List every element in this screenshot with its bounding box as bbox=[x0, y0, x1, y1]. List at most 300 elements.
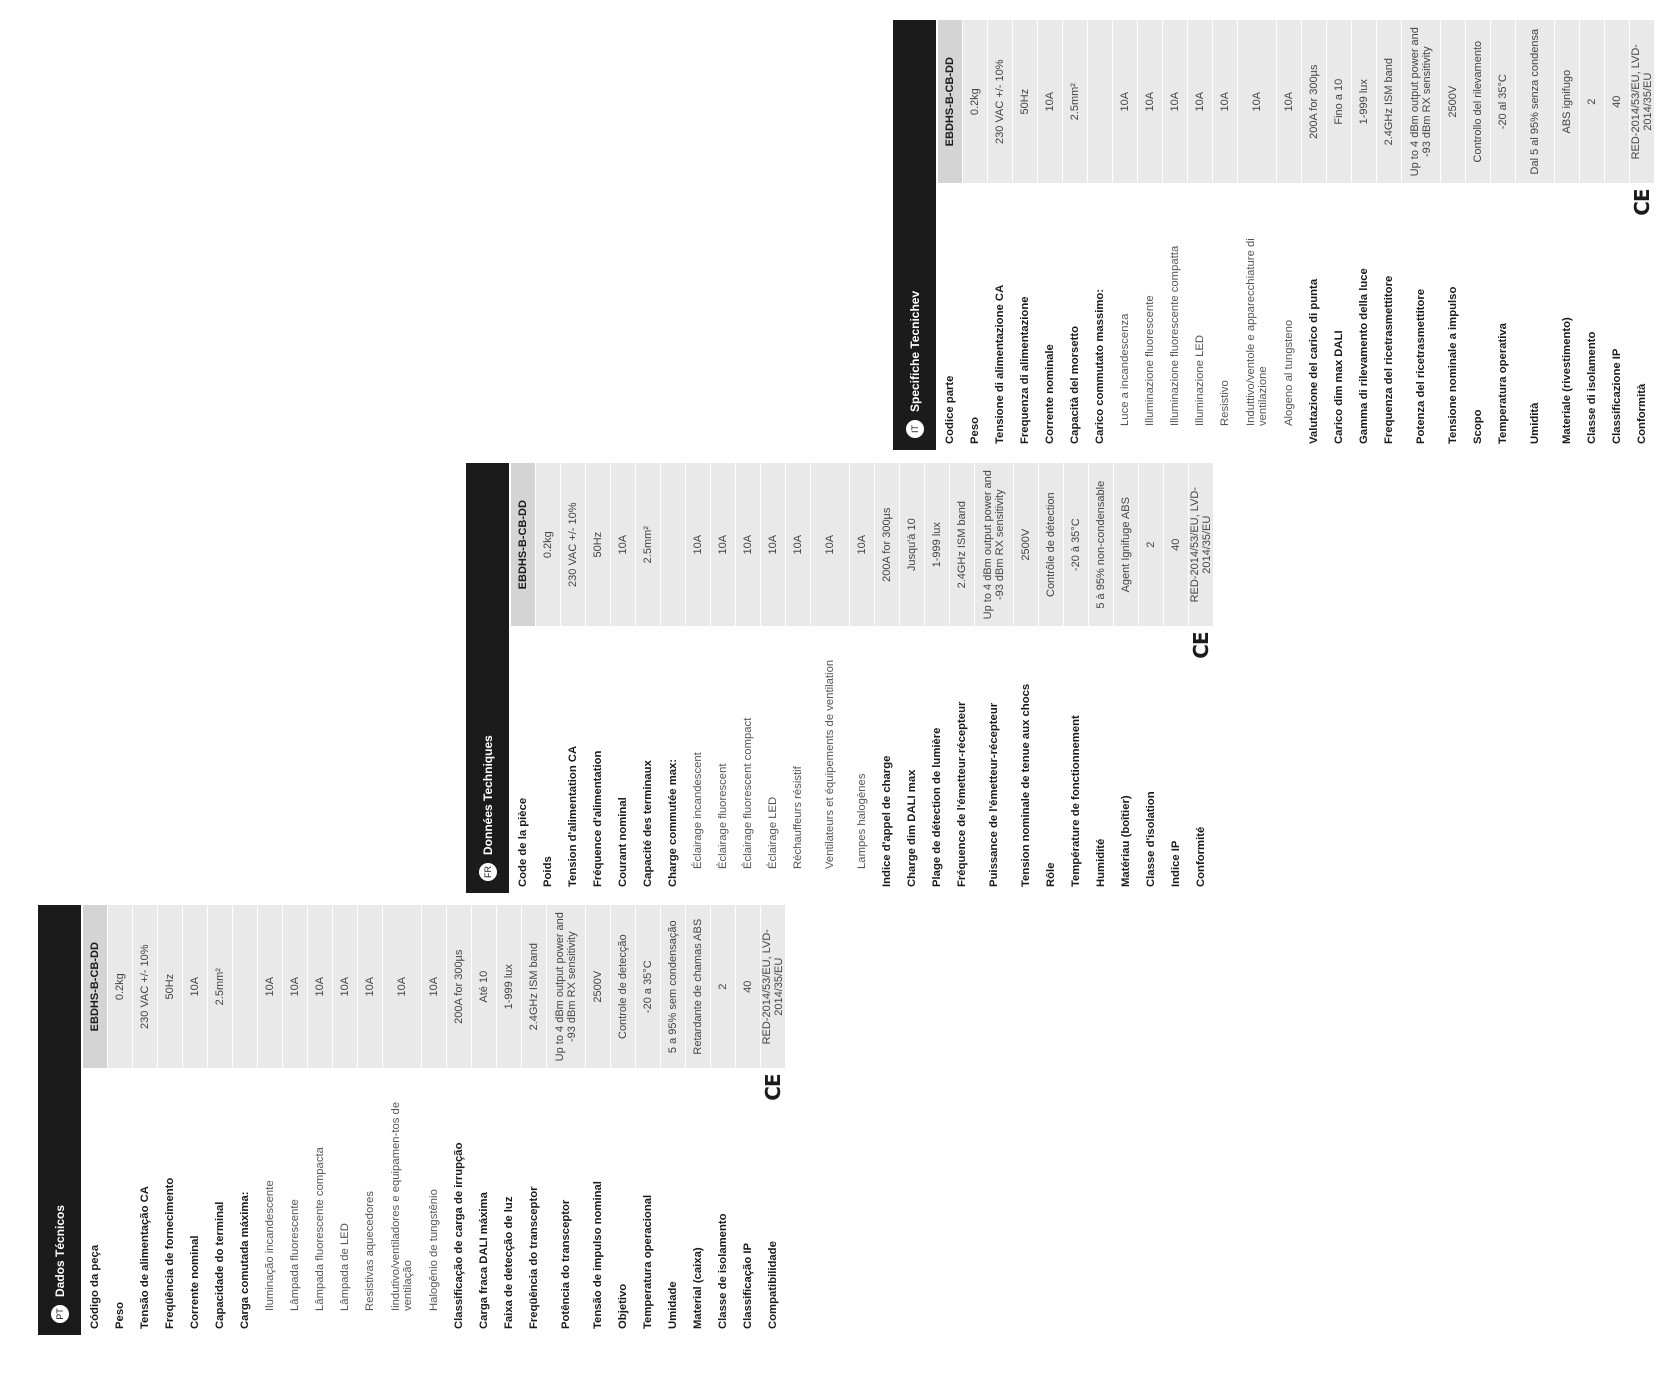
spec-value: 10A bbox=[736, 463, 761, 626]
spec-label-text: Frequenza di alimentazione bbox=[1019, 296, 1031, 444]
spec-row bbox=[1555, 20, 1580, 450]
spec-label bbox=[158, 1068, 183, 1335]
spec-value: 5 a 95% sem condensação bbox=[661, 905, 686, 1068]
spec-value: 10A bbox=[308, 905, 333, 1068]
spec-value: 2.5mm² bbox=[636, 463, 661, 626]
spec-row bbox=[736, 463, 761, 893]
spec-row bbox=[963, 20, 988, 450]
spec-row bbox=[925, 463, 950, 893]
spec-row bbox=[333, 905, 358, 1335]
spec-label bbox=[1189, 626, 1214, 893]
spec-label bbox=[586, 1068, 611, 1335]
spec-label bbox=[1580, 183, 1605, 450]
spec-value: RED-2014/53/EU, LVD-2014/35/EU bbox=[1630, 20, 1655, 183]
spec-value: Fino a 10 bbox=[1327, 20, 1352, 183]
spec-label bbox=[661, 1068, 686, 1335]
spec-value: -20 à 35°C bbox=[1064, 463, 1089, 626]
spec-label bbox=[661, 626, 686, 893]
spec-label bbox=[333, 1068, 358, 1335]
spec-value: 10A bbox=[422, 905, 447, 1068]
spec-label bbox=[1238, 183, 1277, 450]
spec-row bbox=[1327, 20, 1352, 450]
spec-label bbox=[1064, 626, 1089, 893]
spec-row bbox=[1213, 20, 1238, 450]
spec-value: 2500V bbox=[1014, 463, 1039, 626]
spec-value: Controle de detecção bbox=[611, 905, 636, 1068]
spec-row bbox=[1013, 20, 1038, 450]
spec-label-text: Fréquence de l'émetteur-récepteur bbox=[956, 701, 968, 887]
ce-mark-icon: CE bbox=[1630, 189, 1654, 216]
spec-label-text: Tensão de impulso nominal bbox=[592, 1181, 604, 1329]
spec-row bbox=[1039, 463, 1064, 893]
spec-label bbox=[686, 626, 711, 893]
spec-row bbox=[611, 905, 636, 1335]
ce-mark-icon: CE bbox=[761, 1074, 785, 1101]
spec-row bbox=[1138, 20, 1163, 450]
spec-row bbox=[1238, 20, 1277, 450]
spec-row bbox=[1038, 20, 1063, 450]
spec-label bbox=[1466, 183, 1491, 450]
spec-value: 230 VAC +/- 10% bbox=[988, 20, 1013, 183]
spec-label bbox=[875, 626, 900, 893]
spec-label-text: Potenza del ricetrasmettitore bbox=[1415, 288, 1427, 444]
spec-row bbox=[1063, 20, 1088, 450]
spec-value: 200A for 300µs bbox=[875, 463, 900, 626]
spec-value: 10A bbox=[850, 463, 875, 626]
spec-value: 10A bbox=[1277, 20, 1302, 183]
spec-row bbox=[1089, 463, 1114, 893]
spec-value: 2.5mm² bbox=[1063, 20, 1088, 183]
spec-label-text: Humidité bbox=[1095, 838, 1107, 887]
spec-value: 0.2kg bbox=[536, 463, 561, 626]
spec-label-text: Halogênio de tungstênio bbox=[428, 1189, 440, 1311]
spec-label-text: Éclairage fluorescent bbox=[717, 763, 729, 869]
spec-label-text: Conformità bbox=[1636, 383, 1648, 444]
spec-label-text: Courant nominal bbox=[617, 797, 629, 887]
spec-label-text: Réchauffeurs résistif bbox=[792, 766, 804, 869]
spec-row bbox=[547, 905, 586, 1335]
spec-label-text: Induttivo/ventole e apparecchiature di ventilazione bbox=[1245, 238, 1269, 426]
spec-row bbox=[686, 905, 711, 1335]
spec-value: Agent Ignifuge ABS bbox=[1114, 463, 1139, 626]
spec-label bbox=[1605, 183, 1630, 450]
spec-row bbox=[258, 905, 283, 1335]
spec-label-text: Codice parte bbox=[944, 375, 956, 444]
spec-value: 2 bbox=[1139, 463, 1164, 626]
spec-label bbox=[938, 183, 963, 450]
spec-label bbox=[1630, 183, 1655, 450]
spec-value: 2.4GHz ISM band bbox=[522, 905, 547, 1068]
spec-row bbox=[283, 905, 308, 1335]
spec-label bbox=[1063, 183, 1088, 450]
spec-value: 10A bbox=[1163, 20, 1188, 183]
spec-value: 2.4GHz ISM band bbox=[1377, 20, 1402, 183]
spec-label-text: Luce a incandescenza bbox=[1119, 313, 1131, 426]
spec-value: 2500V bbox=[586, 905, 611, 1068]
spec-label-text: Resistivas aquecedores bbox=[364, 1191, 376, 1311]
spec-row bbox=[358, 905, 383, 1335]
spec-label-text: Frequenza del ricetrasmettitore bbox=[1383, 275, 1395, 444]
spec-label bbox=[1163, 183, 1188, 450]
spec-value: 2.4GHz ISM band bbox=[950, 463, 975, 626]
spec-row bbox=[1114, 463, 1139, 893]
spec-row bbox=[611, 463, 636, 893]
spec-label bbox=[711, 626, 736, 893]
spec-value: 2 bbox=[711, 905, 736, 1068]
spec-value: RED-2014/53/EU, LVD-2014/35/EU bbox=[761, 905, 786, 1068]
spec-label bbox=[358, 1068, 383, 1335]
spec-label-text: Lâmpada de LED bbox=[339, 1223, 351, 1311]
spec-row bbox=[586, 905, 611, 1335]
spec-label-text: Tension nominale de tenue aux chocs bbox=[1020, 683, 1032, 887]
spec-value: 200A for 300µs bbox=[1302, 20, 1327, 183]
spec-row bbox=[1352, 20, 1377, 450]
spec-value bbox=[661, 463, 686, 626]
spec-label-text: Código da peça bbox=[89, 1244, 101, 1329]
panel-header bbox=[893, 20, 936, 450]
spec-label bbox=[761, 1068, 786, 1335]
spec-label-text: Code de la pièce bbox=[517, 797, 529, 887]
spec-value: 2 bbox=[1580, 20, 1605, 183]
spec-label bbox=[586, 626, 611, 893]
spec-label bbox=[108, 1068, 133, 1335]
spec-label bbox=[1039, 626, 1064, 893]
spec-label-text: Poids bbox=[542, 856, 554, 887]
spec-row bbox=[208, 905, 233, 1335]
spec-value: 10A bbox=[711, 463, 736, 626]
spec-row bbox=[875, 463, 900, 893]
spec-label bbox=[1377, 183, 1402, 450]
spec-row bbox=[661, 905, 686, 1335]
spec-label bbox=[1038, 183, 1063, 450]
spec-row bbox=[522, 905, 547, 1335]
spec-value: ABS ignifugo bbox=[1555, 20, 1580, 183]
spec-label-text: Tensione nominale a impulso bbox=[1447, 286, 1459, 444]
spec-label-text: Freqüência de fornecimento bbox=[164, 1177, 176, 1329]
spec-row bbox=[711, 905, 736, 1335]
spec-label-text: Carico commutato massimo: bbox=[1094, 288, 1106, 444]
spec-label bbox=[611, 626, 636, 893]
spec-table bbox=[511, 463, 1214, 893]
spec-row bbox=[511, 463, 536, 893]
spec-label-text: Temperatura operativa bbox=[1497, 323, 1509, 444]
spec-label bbox=[1089, 626, 1114, 893]
spec-label-text: Classificazione IP bbox=[1611, 348, 1623, 444]
spec-value bbox=[1088, 20, 1113, 183]
spec-row bbox=[1580, 20, 1605, 450]
spec-row bbox=[938, 20, 963, 450]
spec-row bbox=[850, 463, 875, 893]
spec-label bbox=[536, 626, 561, 893]
spec-value: 10A bbox=[811, 463, 850, 626]
panel-pt bbox=[38, 905, 803, 1335]
spec-row bbox=[1088, 20, 1113, 450]
ce-mark-icon: CE bbox=[1189, 632, 1213, 659]
spec-row bbox=[1466, 20, 1491, 450]
spec-label bbox=[811, 626, 850, 893]
spec-value: 10A bbox=[283, 905, 308, 1068]
spec-value: 50Hz bbox=[586, 463, 611, 626]
spec-label-text: Tensione di alimentazione CA bbox=[994, 284, 1006, 444]
spec-label-text: Temperatura operacional bbox=[642, 1194, 654, 1329]
panel-title: Dados Técnicos bbox=[52, 1204, 67, 1297]
panel-header bbox=[466, 463, 509, 893]
spec-label-text: Corrente nominale bbox=[1044, 344, 1056, 444]
spec-label bbox=[1164, 626, 1189, 893]
spec-value: Contrôle de détection bbox=[1039, 463, 1064, 626]
spec-row bbox=[472, 905, 497, 1335]
panel-title: Données Techniques bbox=[480, 735, 495, 855]
spec-label bbox=[308, 1068, 333, 1335]
spec-label-text: Indice d'appel de charge bbox=[881, 755, 893, 887]
spec-table bbox=[938, 20, 1655, 450]
spec-value: 50Hz bbox=[1013, 20, 1038, 183]
spec-row bbox=[447, 905, 472, 1335]
spec-value: Jusqu'à 10 bbox=[900, 463, 925, 626]
spec-row bbox=[761, 463, 786, 893]
spec-value bbox=[233, 905, 258, 1068]
spec-label-text: Éclairage fluorescent compact bbox=[742, 717, 754, 869]
spec-label bbox=[1138, 183, 1163, 450]
spec-value: 10A bbox=[383, 905, 422, 1068]
spec-row bbox=[158, 905, 183, 1335]
language-badge: PT bbox=[51, 1305, 69, 1323]
spec-label-text: Carga fraca DALI máxima bbox=[478, 1192, 490, 1329]
spec-label-text: Lâmpada fluorescente bbox=[289, 1199, 301, 1311]
spec-label bbox=[1188, 183, 1213, 450]
spec-label-text: Carico dim max DALI bbox=[1333, 330, 1345, 444]
spec-value: Up to 4 dBm output power and -93 dBm RX sensitivity bbox=[547, 905, 586, 1068]
spec-label bbox=[686, 1068, 711, 1335]
spec-value: 2500V bbox=[1441, 20, 1466, 183]
spec-label bbox=[711, 1068, 736, 1335]
spec-label bbox=[950, 626, 975, 893]
spec-label-text: Charge commutée max: bbox=[667, 758, 679, 887]
spec-row bbox=[1491, 20, 1516, 450]
spec-value: 10A bbox=[1113, 20, 1138, 183]
spec-row bbox=[736, 905, 761, 1335]
spec-value: EBDHS-B-CB-DD bbox=[938, 20, 963, 183]
spec-label bbox=[283, 1068, 308, 1335]
spec-value: Up to 4 dBm output power and -93 dBm RX sensitivity bbox=[1402, 20, 1441, 183]
spec-label bbox=[1139, 626, 1164, 893]
spec-label-text: Conformité bbox=[1195, 826, 1207, 887]
spec-value: 10A bbox=[1038, 20, 1063, 183]
spec-label-text: Umidade bbox=[667, 1281, 679, 1329]
spec-label bbox=[611, 1068, 636, 1335]
spec-label-text: Materiale (rivestimento) bbox=[1561, 317, 1573, 444]
spec-row bbox=[636, 905, 661, 1335]
spec-label-text: Température de fonctionnement bbox=[1070, 715, 1082, 887]
spec-value: 1-999 lux bbox=[1352, 20, 1377, 183]
spec-value: Até 10 bbox=[472, 905, 497, 1068]
spec-label bbox=[1114, 626, 1139, 893]
spec-label-text: Compatibilidade bbox=[767, 1241, 779, 1329]
spec-label bbox=[133, 1068, 158, 1335]
spec-value: 10A bbox=[761, 463, 786, 626]
spec-label-text: Indice IP bbox=[1170, 840, 1182, 887]
spec-row bbox=[233, 905, 258, 1335]
spec-label bbox=[497, 1068, 522, 1335]
spec-value: Up to 4 dBm output power and -93 dBm RX sensitivity bbox=[975, 463, 1014, 626]
spec-label bbox=[1302, 183, 1327, 450]
spec-label bbox=[1013, 183, 1038, 450]
spec-row bbox=[1402, 20, 1441, 450]
spec-row bbox=[988, 20, 1013, 450]
spec-label-text: Rôle bbox=[1045, 862, 1057, 887]
panel-title: Specifiche Tecnichev bbox=[907, 290, 922, 412]
spec-value: RED-2014/53/EU, LVD-2014/35/EU bbox=[1189, 463, 1214, 626]
spec-value: 10A bbox=[1213, 20, 1238, 183]
spec-label bbox=[258, 1068, 283, 1335]
spec-row bbox=[1064, 463, 1089, 893]
spec-row bbox=[686, 463, 711, 893]
spec-label-text: Fréquence d'alimentation bbox=[592, 750, 604, 887]
spec-value: -20 a 35°C bbox=[636, 905, 661, 1068]
spec-label bbox=[183, 1068, 208, 1335]
spec-row bbox=[1188, 20, 1213, 450]
spec-label bbox=[1491, 183, 1516, 450]
spec-label bbox=[1277, 183, 1302, 450]
spec-row bbox=[761, 905, 786, 1335]
spec-label bbox=[636, 626, 661, 893]
spec-row bbox=[1516, 20, 1555, 450]
spec-label bbox=[1516, 183, 1555, 450]
spec-label-text: Puissance de l'émetteur-récepteur bbox=[988, 702, 1000, 887]
spec-value: 40 bbox=[1164, 463, 1189, 626]
spec-row bbox=[1377, 20, 1402, 450]
spec-row bbox=[422, 905, 447, 1335]
spec-row bbox=[1630, 20, 1655, 450]
spec-value: 10A bbox=[1188, 20, 1213, 183]
spec-label-text: Valutazione del carico di punta bbox=[1308, 278, 1320, 444]
spec-value: 10A bbox=[258, 905, 283, 1068]
spec-label bbox=[761, 626, 786, 893]
spec-label-text: Lampes halogènes bbox=[856, 773, 868, 869]
spec-value: 10A bbox=[786, 463, 811, 626]
spec-label-text: Éclairage incandescent bbox=[692, 752, 704, 869]
spec-value: 10A bbox=[1238, 20, 1277, 183]
spec-row bbox=[1302, 20, 1327, 450]
spec-label-text: Objetivo bbox=[617, 1283, 629, 1329]
spec-row bbox=[661, 463, 686, 893]
spec-row bbox=[636, 463, 661, 893]
spec-value: 2.5mm² bbox=[208, 905, 233, 1068]
spec-row bbox=[108, 905, 133, 1335]
spec-value: 0.2kg bbox=[108, 905, 133, 1068]
spec-label bbox=[1113, 183, 1138, 450]
language-badge: IT bbox=[906, 420, 924, 438]
spec-row bbox=[183, 905, 208, 1335]
spec-label-text: Ventilateurs et équipements de ventilation bbox=[824, 659, 836, 869]
spec-label-text: Illuminazione fluorescente compatta bbox=[1169, 245, 1181, 426]
spec-label-text: Tensão de alimentação CA bbox=[139, 1186, 151, 1329]
spec-value: 10A bbox=[333, 905, 358, 1068]
spec-label bbox=[736, 1068, 761, 1335]
spec-label bbox=[850, 626, 875, 893]
spec-row bbox=[1163, 20, 1188, 450]
spec-label bbox=[1327, 183, 1352, 450]
spec-label bbox=[963, 183, 988, 450]
spec-row bbox=[1139, 463, 1164, 893]
spec-label-text: Plage de détection de lumière bbox=[931, 727, 943, 887]
spec-label bbox=[1441, 183, 1466, 450]
spec-label-text: Classe de isolamento bbox=[717, 1213, 729, 1329]
spec-row bbox=[1113, 20, 1138, 450]
spec-label-text: Illuminazione LED bbox=[1194, 334, 1206, 426]
spec-label bbox=[383, 1068, 422, 1335]
spec-label-text: Classe d'isolation bbox=[1145, 791, 1157, 887]
spec-value: 10A bbox=[183, 905, 208, 1068]
spec-row bbox=[950, 463, 975, 893]
spec-label-text: Alogeno al tungsteno bbox=[1283, 319, 1295, 426]
spec-label-text: Tension d'alimentation CA bbox=[567, 745, 579, 887]
spec-row bbox=[900, 463, 925, 893]
spec-row bbox=[1189, 463, 1214, 893]
spec-label-text: Freqüência do transceptor bbox=[528, 1186, 540, 1329]
spec-value: 0.2kg bbox=[963, 20, 988, 183]
spec-label bbox=[561, 626, 586, 893]
spec-label-text: Peso bbox=[114, 1301, 126, 1329]
spec-value: 10A bbox=[686, 463, 711, 626]
spec-value: 10A bbox=[1138, 20, 1163, 183]
spec-value: 1-999 lux bbox=[497, 905, 522, 1068]
spec-label-text: Iindutivo/ventiladores e equipamen-tos de ventilação bbox=[390, 1101, 414, 1311]
spec-row bbox=[561, 463, 586, 893]
spec-label bbox=[1213, 183, 1238, 450]
spec-label bbox=[208, 1068, 233, 1335]
spec-label-text: Iluminação incandescente bbox=[264, 1180, 276, 1311]
spec-value: -20 al 35°C bbox=[1491, 20, 1516, 183]
spec-label bbox=[1352, 183, 1377, 450]
spec-label-text: Faixa de detecção de luz bbox=[503, 1196, 515, 1329]
spec-label-text: Capacité des terminaux bbox=[642, 760, 654, 887]
spec-row bbox=[1605, 20, 1630, 450]
spec-label-text: Peso bbox=[969, 416, 981, 444]
spec-table bbox=[83, 905, 786, 1335]
spec-label bbox=[83, 1068, 108, 1335]
spec-row bbox=[586, 463, 611, 893]
spec-row bbox=[1441, 20, 1466, 450]
spec-row bbox=[83, 905, 108, 1335]
spec-row bbox=[497, 905, 522, 1335]
spec-label-text: Umidità bbox=[1529, 402, 1541, 444]
spec-label bbox=[1402, 183, 1441, 450]
spec-label-text: Charge dim DALI max bbox=[906, 769, 918, 887]
spec-value: 230 VAC +/- 10% bbox=[133, 905, 158, 1068]
spec-label bbox=[736, 626, 761, 893]
spec-value: Dal 5 al 95% senza condensa bbox=[1516, 20, 1555, 183]
spec-label-text: Classificação de carga de irrupção bbox=[453, 1142, 465, 1329]
spec-label bbox=[233, 1068, 258, 1335]
spec-value: EBDHS-B-CB-DD bbox=[511, 463, 536, 626]
spec-value: 50Hz bbox=[158, 905, 183, 1068]
spec-row bbox=[308, 905, 333, 1335]
language-badge: FR bbox=[479, 863, 497, 881]
spec-row bbox=[711, 463, 736, 893]
spec-label-text: Resistivo bbox=[1219, 380, 1231, 426]
spec-label bbox=[1014, 626, 1039, 893]
spec-label-text: Éclairage LED bbox=[767, 796, 779, 869]
spec-row bbox=[1014, 463, 1039, 893]
spec-label bbox=[975, 626, 1014, 893]
spec-row bbox=[811, 463, 850, 893]
spec-label-text: Capacidade do terminal bbox=[214, 1201, 226, 1329]
spec-label bbox=[522, 1068, 547, 1335]
panel-fr bbox=[466, 463, 1231, 893]
spec-label bbox=[1555, 183, 1580, 450]
spec-label-text: Potência do transceptor bbox=[560, 1199, 572, 1329]
